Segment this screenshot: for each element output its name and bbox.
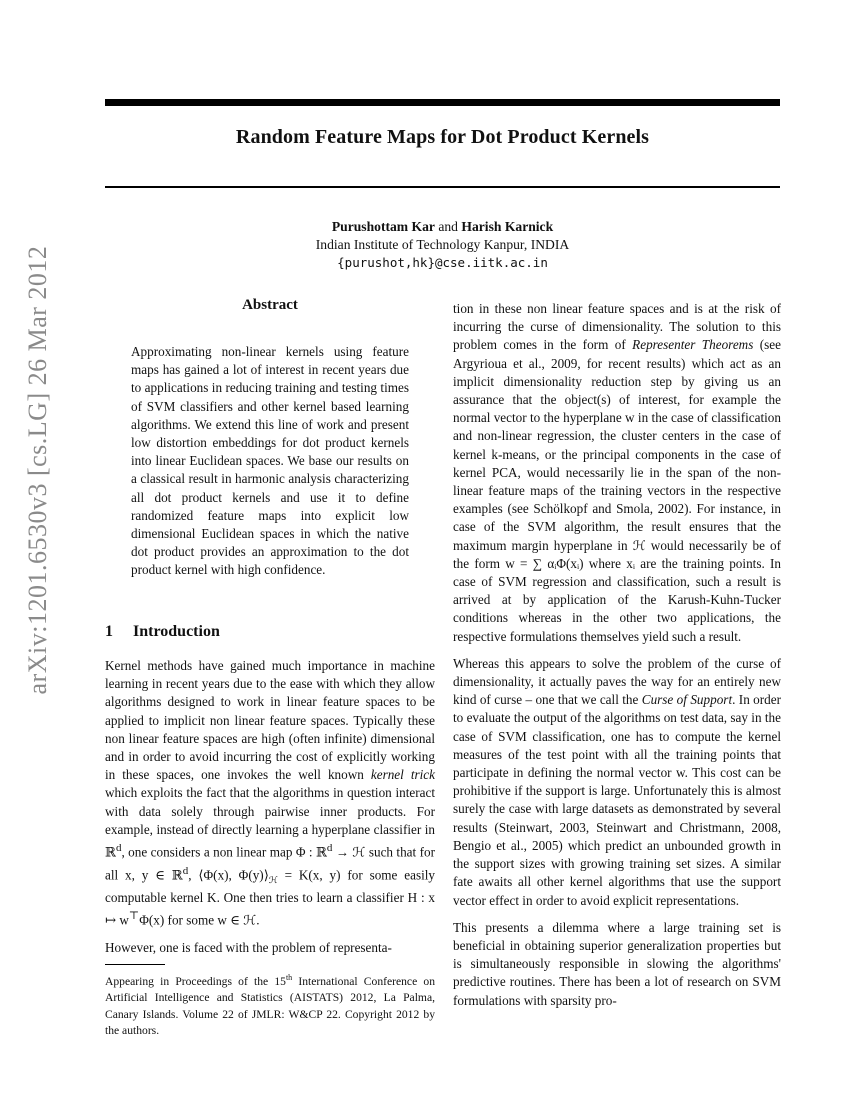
affiliation: Indian Institute of Technology Kanpur, INDIA [315,237,570,252]
author-block [105,218,780,272]
title-rule-top [105,99,780,106]
title-rule-bottom [105,186,780,188]
introduction-body [105,657,435,966]
paragraph: This presents a dilemma where a large training set is beneficial in obtaining superior generalization properties but is simultaneously responsible in slowing the algorithms' predictive routines. There has been a lot of research on SVM formulations with sparsity pro- [453,919,781,1008]
author-name: Harish Karnick [461,219,554,234]
section-number: 1 [105,623,113,640]
footnote: Appearing in Proceedings of the 15th International Conference on Artificial Intelligence and Statistics (AISTATS) 2012, La Palma, Canary Islands. Volume 22 of JMLR: W&CP 22. Copyright 2012 by the authors. [105,973,435,1038]
author-line [105,218,780,236]
abstract-heading: Abstract [242,297,298,313]
section-title: Introduction [133,623,220,640]
paragraph: tion in these non linear feature spaces and is at the risk of incurring the curse of dimensionality. The solution to this problem comes in the form of Representer Theorems (see Argyrioua et al., 2009, for recent results) which act as an implicit dimensionality reduction step by giving us an assurance that the object(s) of interest, for example the normal vector to the hyperplane w in the case of classification and non-linear regression, the cluster centers in the case of kernel k-means, or the principal components in the case of kernel PCA, would necessarily lie in the span of the non-linear feature maps of the training vectors in the respective examples (see Schölkopf and Smola, 2002). For instance, in case of the SVM algorithm, the result ensures that the maximum margin hyperplane in ℋ would necessarily be of the form w = ∑ αᵢΦ(xᵢ) where xᵢ are the training points. In case of SVM regression and classification, such a result is arrived at by application of the Karush-Kuhn-Tucker conditions whereas in the other two applications, the respective formulations themselves yield such a result. [453,301,781,644]
paragraph: Kernel methods have gained much importance in machine learning in recent years due to the ease with which they allow algorithms designed to work in linear feature spaces to be applied to implicit non linear feature spaces. Typically these non linear feature spaces are high (often infinite) dimensional and in order to avoid incurring the cost of explicitly working in these spaces, one invokes the well known kernel trick which exploits the fact that the algorithms in question interact with data solely through pairwise inner products. For example, instead of directly learning a hyperplane classifier in ℝ$^d$, one considers a non linear map Φ : ℝ$^d$ → ℋ such that for all x, y ∈ ℝ$^d$, ⟨Φ(x), $\Phi(y)⟩_ℋ = K(x$, y) for some easily computable kernel K. One then tries to learn a classifier H : x ↦ w⊤Φ(x) for some w ∈ ℋ. [105,658,436,928]
paper-title: Random Feature Maps for Dot Product Kernels [235,126,650,148]
right-column [453,300,781,1019]
section-heading-introduction [105,623,220,641]
paragraph: However, one is faced with the problem of representa- [105,939,392,955]
abstract-text: Approximating non-linear kernels using feature maps has gained a lot of interest in recent years due to applications in reducing training and testing times of SVM classifiers and other kernel based learning algorithms. We extend this line of work and present low distortion embeddings for dot product kernels into linear Euclidean spaces. We base our results on a classical result in harmonic analysis characterizing all dot product kernels and use it to define randomized feature maps into explicit low dimensional Euclidean spaces in which the native dot product provides an approximation to the dot product kernel with high confidence. [131,344,409,578]
author-email: {purushot,hk}@cse.iitk.ac.in [337,255,548,270]
author-conjunction: and [438,219,458,234]
footnote-rule [105,964,165,965]
arxiv-stamp-text: arXiv:1201.6530v3 [cs.LG] 26 Mar 2012 [23,245,52,695]
paragraph: Whereas this appears to solve the problem of the curse of dimensionality, it actually paves the way for an entirely new kind of curse – one that we call the Curse of Support. In order to evaluate the output of the algorithms on test data, say in the case of SVM classification, one has to compute the kernel measures of the test point with all the training points that participate in defining the normal vector w. This cost can be prohibitive if the support is large. Unfortunately this is almost surely the case with large datasets as demonstrated by several results (Steinwart, 2003, Steinwart and Christmann, 2008, Bengio et al., 2005) which predict an unbounded growth in the support sizes with growing training set sizes. A similar fate awaits all other kernel algorithms that use the support vector effect in order to avoid explicit representations. [453,655,782,908]
author-name: Purushottam Kar [331,219,435,234]
